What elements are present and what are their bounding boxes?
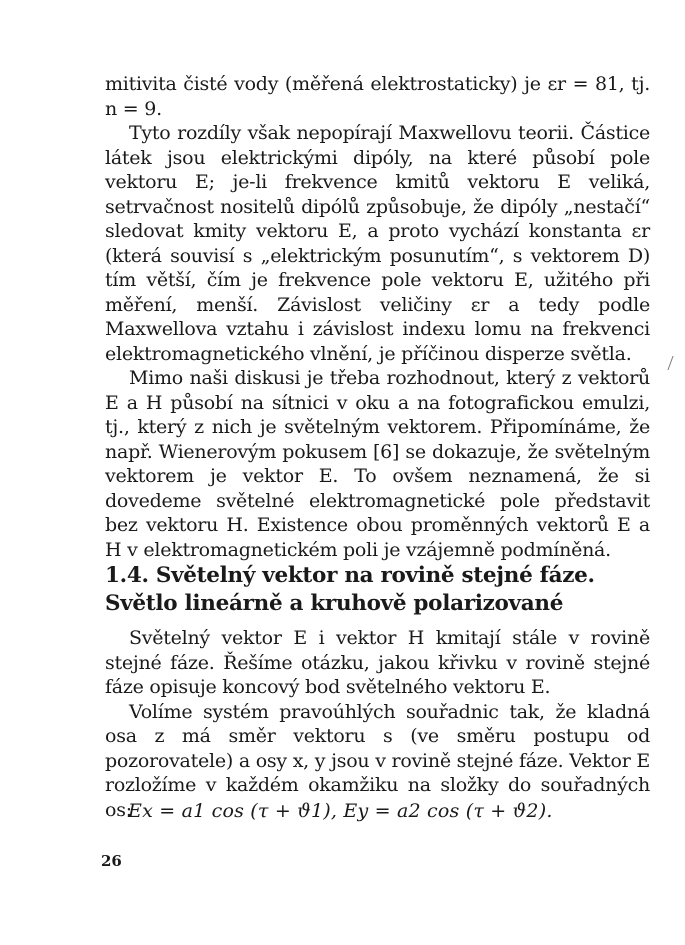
paragraph-3: Mimo naši diskusi je třeba rozhodnout, který z vektorů E a H působí na sítnici v oku a na fotografickou emulzi, tj., který z nich je světelným vektorem. Připomínáme, že např. Wienerovým pokusem [6] se dokazuje, že světelným vektorem je vektor E. To ovšem neznamená, že si dovedeme světelné elektromagnetické pole představit bez vektoru H. Existence obou proměnných vektorů E a H v elektromagnetickém poli je vzájemně podmíněná. [105,367,650,561]
body-text-top [105,72,650,562]
equation: Ex = a1 cos (τ + ϑ1), Ey = a2 cos (τ + ϑ2). [128,800,553,822]
section-heading [105,562,650,618]
paragraph-1: mitivita čisté vody (měřená elektrostaticky) je εr = 81, tj. n = 9. [105,73,650,120]
page-number: 26 [101,852,122,870]
paragraph-5: Volíme systém pravoúhlých souřadnic tak, že kladná osa z má směr vektoru s (ve směru postupu od pozorovatele) a osy x, y jsou v rovině stejné fáze. Vektor E rozložíme v každém okamžiku na složky do souřadných os: [105,700,650,821]
paragraph-2: Tyto rozdíly však nepopírají Maxwellovu teorii. Částice látek jsou elektrickými dipóly, na které působí pole vektoru E; je-li frekvence kmitů vektoru E veliká, setrvačnost nositelů dipólů způsobuje, že dipóly „nestačí“ sledovat kmity vektoru E, a proto vychází konstanta εr (která souvisí s „elektrickým posunutím“, s vektorem D) tím větší, čím je frekvence pole vektoru E, užitého při měření, menší. Závislost veličiny εr a tedy podle Maxwellova vztahu i závislost indexu lomu na frekvenci elektromagnetického vlnění, je příčinou disperze světla. [105,122,650,365]
margin-pencil-mark [661,356,673,370]
section-heading-line-1: 1.4. Světelný vektor na rovině stejné fáze. [105,563,595,588]
body-text-bottom [105,626,650,822]
paragraph-4: Světelný vektor E i vektor H kmitají stále v rovině stejné fáze. Řešíme otázku, jakou křivku v rovině stejné fáze opisuje koncový bod světelného vektoru E. [105,627,650,698]
section-heading-line-2: Světlo lineárně a kruhově polarizované [105,591,564,616]
